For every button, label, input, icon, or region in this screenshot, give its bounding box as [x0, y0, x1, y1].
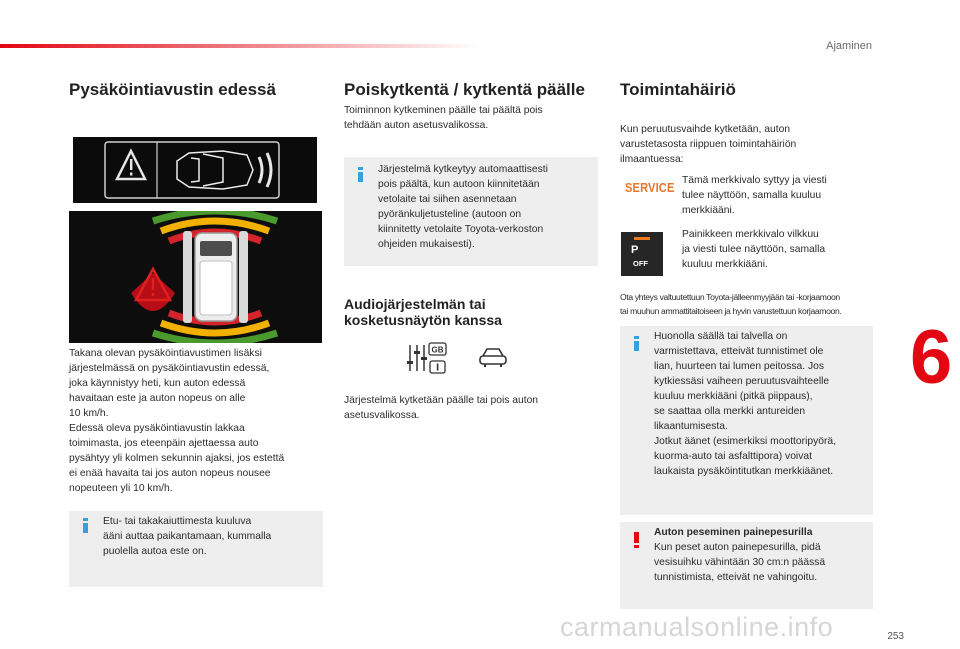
col3-title: Toimintahäiriö	[620, 80, 736, 99]
col3-warning-title: Auton peseminen painepesurilla	[654, 527, 813, 538]
watermark: carmanualsonline.info	[560, 612, 834, 642]
col3-info-box	[620, 326, 873, 515]
col2-info-box	[344, 157, 598, 266]
header-accent-bar	[0, 44, 480, 48]
col2-intro: Toiminnon kytkeminen päälle tai päältä pois tehdään auton asetusvalikossa.	[344, 105, 543, 131]
service-warning-icon: SERVICE	[625, 180, 675, 195]
info-icon	[358, 167, 363, 182]
info-icon	[634, 336, 639, 351]
col2-info-text: Järjestelmä kytkeytyy automaattisesti pois päältä, kun autoon kiinnitetään vetolaite tai siihen asennetaan pyöränkuljetusteline (autoon on kiinnitetty vetolaite Toyota-verkoston ohjeiden mukaisesti).	[378, 164, 548, 250]
dashboard-display-image	[73, 137, 317, 203]
dealer-note: Ota yhteys valtuutettuun Toyota-jälleenmyyjään tai -korjaamoon tai muuhun ammattitaitoiseen ja hyvin varustettuun korjaamoon.	[620, 292, 842, 316]
col1-info-box	[69, 511, 323, 587]
col1-body: Takana olevan pysäköintiavustimen lisäksi järjestelmässä on pysäköintiavustin edessä, joka käynnistyy heti, kun auton edessä havaitaan este ja auton nopeus on alle 10 km/h. Edessä oleva pysäköintiavustin lakkaa toimimasta, jos eteenpäin ajettaessa auto pysähtyy yli kolmen sekunnin ajaksi, jos estettä ei enää havaita tai jos auton nopeus nousee nopeuteen yli 10 km/h.	[69, 348, 285, 494]
col1-info-text: Etu- tai takakaiuttimesta kuuluva ääni auttaa paikantamaan, kummalla puolella autoa este on.	[103, 516, 272, 557]
car-icon	[478, 345, 508, 369]
col3-info-text: Huonolla säällä tai talvella on varmistettava, etteivät tunnistimet ole lian, huurteen tai lumen peitossa. Jos kytkiessäsi vaiheen peruutusvaihteelle kuuluu merkkiääni (pitkä piippaus), se saattaa olla merkki antureiden likaantumisesta. Jotkut äänet (esimerkiksi moottoripyörä, kuorma-auto tai asfalttipora) voivat laukaista pysäköintitutkan merkkiäänet.	[654, 331, 836, 477]
col3-warning-text: Kun peset auton painepesurilla, pidä vesisuihku vähintään 30 cm:n päässä tunnistimista, etteivät ne vahingoitu.	[654, 542, 826, 583]
parking-off-text: Painikkeen merkkivalo vilkkuu ja viesti tulee näyttöön, samalla kuuluu merkkiääni.	[682, 229, 826, 270]
parking-off-button-icon	[621, 232, 663, 276]
dashboard-display-illustration	[73, 137, 317, 203]
poff-p-label: P	[631, 244, 639, 256]
parking-sensor-illustration	[69, 211, 322, 343]
service-warning-text: Tämä merkkivalo syttyy ja viesti tulee näyttöön, samalla kuuluu merkkiääni.	[682, 175, 827, 216]
page-number: 253	[887, 631, 904, 642]
info-icon	[83, 518, 88, 533]
poff-off-label: OFF	[633, 259, 648, 268]
col1-title: Pysäköintiavustin edessä	[69, 80, 276, 99]
col3-intro: Kun peruutusvaihde kytketään, auton varustetasosta riippuen toimintahäiriön ilmaantuessa:	[620, 124, 797, 165]
col3-warning-box	[620, 522, 873, 609]
chapter-number: 6	[910, 315, 953, 400]
settings-icon	[406, 341, 448, 375]
col2-subtitle: Audiojärjestelmän tai kosketusnäytön kanssa	[344, 296, 502, 328]
warning-icon	[634, 532, 639, 548]
col2-body: Järjestelmä kytketään päälle tai pois auton asetusvalikossa.	[344, 395, 539, 421]
section-label: Ajaminen	[826, 40, 872, 52]
svg-text:GB: GB	[431, 345, 444, 355]
chapter-tab	[892, 315, 960, 410]
parking-sensor-image	[69, 211, 322, 343]
col2-title: Poiskytkentä / kytkentä päälle	[344, 80, 585, 99]
